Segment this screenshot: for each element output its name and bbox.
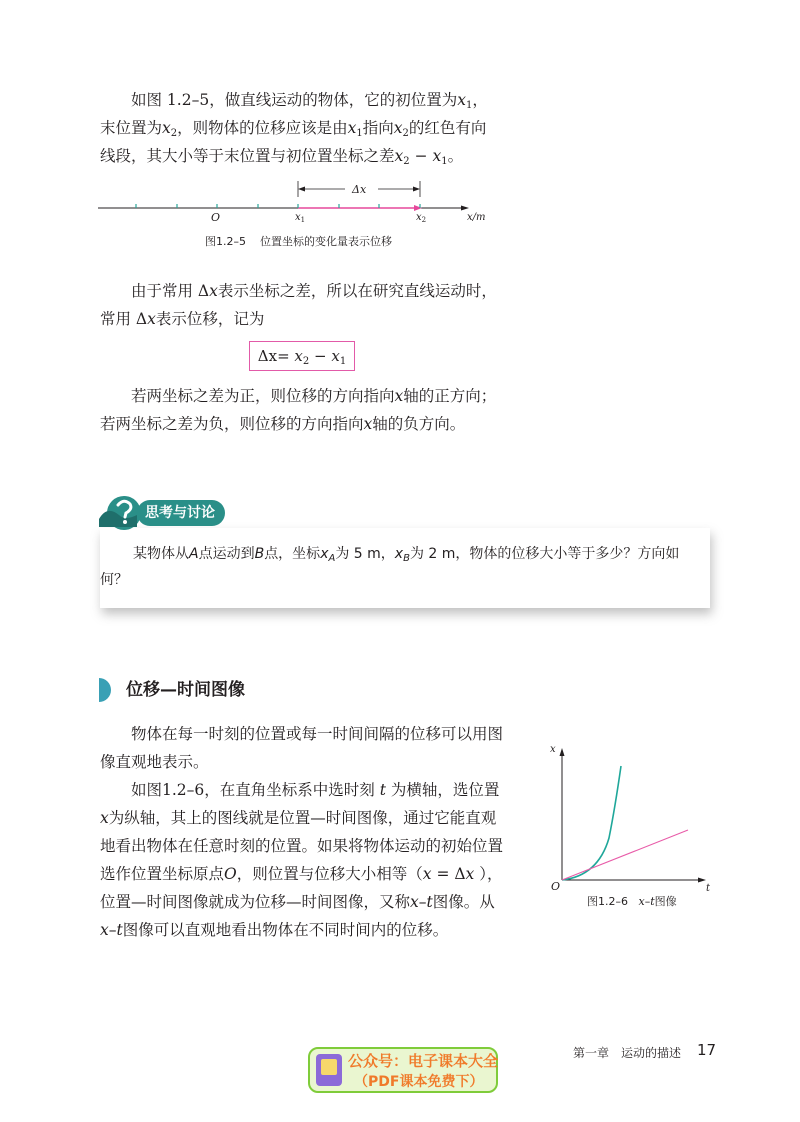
paragraph-direction: 若两坐标之差为正，则位移的方向指向x轴的正方向；若两坐标之差为负，则位移的方向指向x轴的负方向。 [100,387,497,433]
think-discuss-question: 某物体从A点运动到B点，坐标$x_A$为 5 m，$x_B$为 2 m，物体的位移大小等于多少？方向如何？ [100,546,680,588]
page-number: 17 [697,1041,717,1059]
watermark-line-2: （PDF课本免费下） [354,1074,484,1090]
watermark-line-1: 公众号：电子课本大全 [348,1052,499,1070]
watermark-badge [308,1047,498,1093]
figure-1-2-5-caption: 图1.2–5 位置坐标的变化量表示位移 [205,235,392,248]
figure-1-2-6-caption: 图1.2–6 x–t图像 [587,895,677,908]
graph-origin-label: O [551,880,561,893]
section-title: 位移—时间图像 [126,680,245,700]
y-axis-label: x [550,744,556,755]
paragraph-delta-x: 由于常用 Δx表示坐标之差，所以在研究直线运动时，常用 Δx表示位移，记为 [100,282,497,328]
accelerating-curve [562,766,621,880]
uniform-line [562,830,688,880]
figure-number-line [95,175,495,230]
paragraph-graph-intro: 物体在每一时刻的位置或每一时间间隔的位移可以用图像直观地表示。 [100,725,504,771]
displacement-formula: $\Delta x= x_2 - x_1$ [249,341,355,371]
paragraph-displacement-definition: 如图 1.2–5，做直线运动的物体，它的初位置为$x_1$，末位置为$x_2$，则物体的位移应该是由$x_1$指向$x_2$的红色有向线段，其大小等于末位置与初位置坐标之差$x_2 - x_1$。 [100,91,488,167]
x1-label: $x_1$ [295,212,306,224]
x2-label: $x_2$ [416,212,427,224]
x-axis-label: t [706,883,711,894]
figure-xt-graph [545,738,720,894]
origin-label: O [211,211,221,224]
paragraph-xt-graph: 如图1.2–6，在直角坐标系中选时刻 t 为横轴，选位置x为纵轴，其上的图线就是位置—时间图像，通过它能直观地看出物体在任意时刻的位置。如果将物体运动的初始位置选作位置坐标原点O，则位置与位移大小相等（x = Δx ），位置—时间图像就成为位移—时间图像，又称x–t图像。从x–t图像可以直观地看出物体在不同时间内的位移。 [100,781,504,939]
footer-chapter: 第一章 运动的描述 [573,1046,682,1060]
section-marker [99,678,111,702]
axis-unit-label: x/m [467,212,486,223]
book-icon [316,1054,342,1086]
think-discuss-title: 思考与讨论 [137,500,225,526]
think-discuss-icon [97,493,145,531]
delta-x-label: Δx [352,183,367,196]
